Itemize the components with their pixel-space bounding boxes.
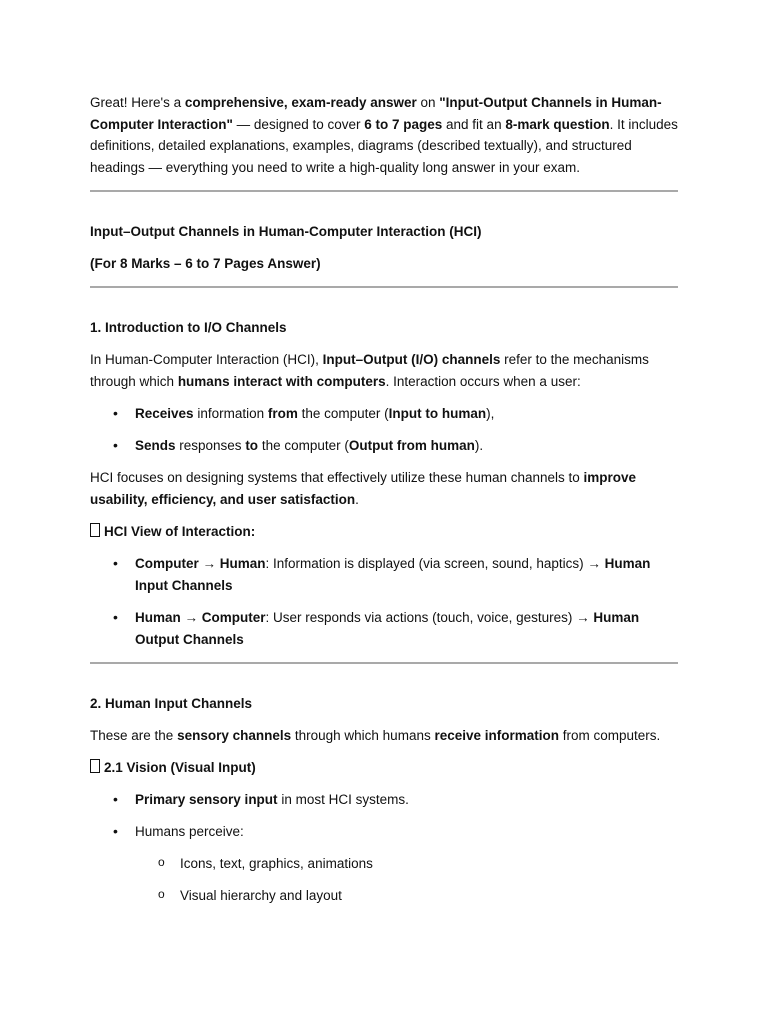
vb1-text-1: : User responds via actions (touch, voice, gestures) → (265, 610, 594, 625)
s2b0-bold-1: Primary sensory input (135, 792, 278, 807)
intro-bold-2: "Input-Output Channels in Human-Computer Interaction" (90, 95, 662, 132)
vb0-bold-2: Human Input Channels (135, 556, 651, 593)
s1b0-bold-1: Receives (135, 406, 194, 421)
vision-subheading-text: 2.1 Vision (Visual Input) (104, 760, 256, 775)
intro-text-2: on (416, 95, 440, 110)
s2p1-text-3: from computers. (559, 728, 661, 743)
s1p2-text-2: . (355, 491, 359, 507)
s1b1-text-3: ). (474, 438, 484, 453)
s1p1-text-2: refer to the mechanisms through which (90, 352, 649, 389)
s1b1-text-1: responses (175, 438, 246, 453)
s2p1-bold-1: sensory channels (177, 728, 292, 743)
list-item (90, 403, 678, 425)
s1p1-bold-1: Input–Output (I/O) channels (322, 352, 501, 367)
s1p2-bold-1: improve usability, efficiency, and user satisfaction (90, 470, 637, 507)
list-item (90, 821, 678, 843)
list-item (90, 789, 678, 811)
vision-subheading (90, 758, 256, 778)
s1b0-text-2: the computer ( (297, 406, 389, 421)
s1p1-text-3: . Interaction occurs when a user: (385, 373, 581, 389)
section-2-paragraph-1 (90, 725, 678, 747)
vision-list (90, 789, 678, 811)
s2p1-bold-2: receive information (434, 728, 560, 743)
s1p1-bold-2: humans interact with computers (177, 373, 386, 389)
s1p2-text-1: HCI focuses on designing systems that effectively utilize these human channels to (90, 470, 584, 485)
s1b0-text-1: information (193, 406, 268, 421)
hci-view-list (90, 553, 678, 596)
hci-view-list-2 (90, 607, 678, 650)
intro-bold-3: 6 to 7 pages (364, 116, 443, 132)
intro-bold-4: 8-mark question (505, 116, 610, 132)
divider-3 (90, 662, 678, 664)
section-1-list (90, 403, 678, 425)
intro-text-3: — designed to cover (232, 116, 365, 132)
divider-1 (90, 190, 678, 192)
s1b0-bold-2: from (267, 406, 298, 421)
vb0-text-1: : Information is displayed (via screen, sound, haptics) → (265, 556, 605, 571)
vb0-bold-1: Computer → Human (135, 556, 266, 571)
s2b1-text-1: Humans perceive: (135, 824, 244, 839)
hci-view-heading-text: HCI View of Interaction: (104, 524, 256, 539)
s1b1-bold-1: Sends (135, 438, 176, 453)
document-title: Input–Output Channels in Human-Computer Interaction (HCI) (90, 224, 482, 239)
s1b1-bold-2: to (245, 438, 259, 453)
s1b1-bold-3: Output from human (348, 438, 475, 453)
divider-2 (90, 286, 678, 288)
list-item (90, 553, 678, 596)
hci-view-heading (90, 522, 255, 542)
s2p1-text-1: These are the (90, 728, 178, 743)
section-1-paragraph-1 (90, 349, 678, 392)
list-item: o Visual hierarchy and layout (90, 885, 678, 907)
section-1-paragraph-2 (90, 467, 678, 510)
section-1-list-2 (90, 435, 678, 457)
s1b0-text-3: ), (486, 406, 495, 421)
vb1-bold-2: Human Output Channels (135, 610, 640, 647)
s1p1-text-1: In Human-Computer Interaction (HCI), (90, 352, 323, 367)
section-1-heading: 1. Introduction to I/O Channels (90, 320, 287, 335)
vision-sub-list (90, 853, 678, 875)
s2p1-text-2: through which humans (291, 728, 435, 743)
s2b0-text-1: in most HCI systems. (277, 792, 409, 807)
vision-sub-list-2 (90, 885, 678, 907)
intro-bold-1: comprehensive, exam-ready answer (184, 95, 417, 110)
section-2-heading: 2. Human Input Channels (90, 696, 253, 711)
document-subtitle: (For 8 Marks – 6 to 7 Pages Answer) (90, 256, 321, 271)
placeholder-glyph-icon (90, 523, 100, 537)
intro-text-4: and fit an (442, 116, 506, 132)
vb1-bold-1: Human → Computer (135, 610, 266, 625)
placeholder-glyph-icon (90, 759, 100, 773)
s1b1-text-2: the computer ( (258, 438, 349, 453)
s1b0-bold-3: Input to human (388, 406, 487, 421)
list-item: o Icons, text, graphics, animations (90, 853, 678, 875)
list-item (90, 607, 678, 650)
intro-text-5: . It includes definitions, detailed explanations, examples, diagrams (described textually), and structured headings — everything you need to write a high-quality long answer in your exam. (90, 116, 678, 175)
intro-text-1: Great! Here's a (90, 95, 185, 110)
intro-paragraph (90, 92, 678, 178)
vision-list-2 (90, 821, 678, 843)
list-item (90, 435, 678, 457)
